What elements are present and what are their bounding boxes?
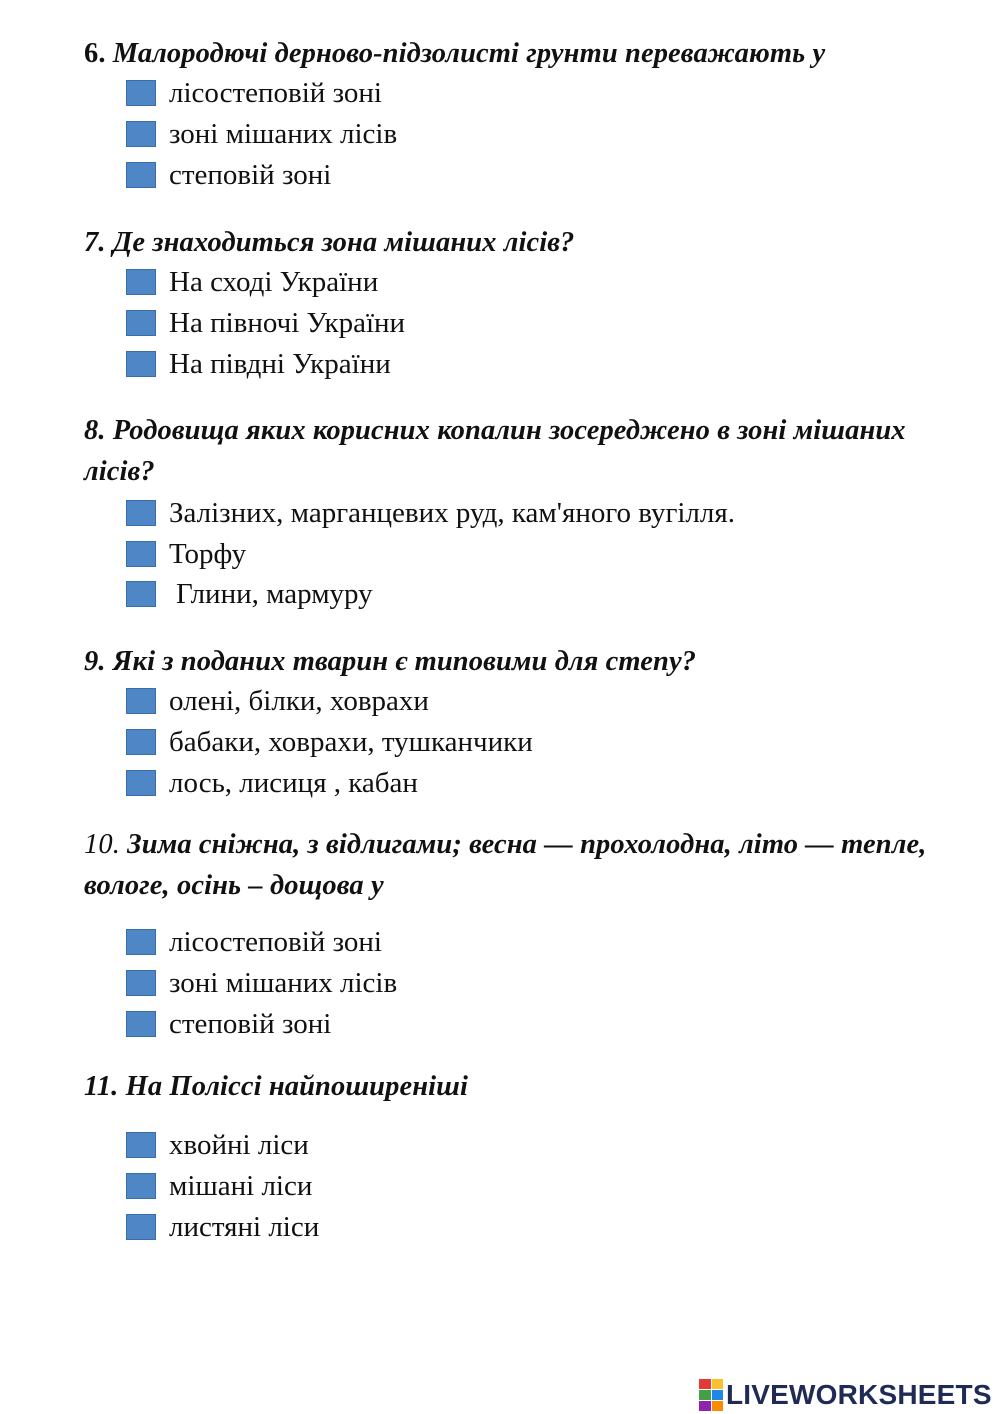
option-6-3[interactable] [126,158,331,192]
option-label: зоні мішаних лісів [169,117,398,150]
question-text: Де знаходиться зона мішаних лісів? [105,227,575,258]
option-label: Глини, мармуру [176,577,373,610]
question-6 [84,33,944,74]
option-label: хвойні ліси [169,1128,309,1161]
answer-checkbox[interactable] [126,269,156,295]
question-number: 10. [84,829,120,860]
option-8-2[interactable] [126,537,246,571]
answer-checkbox[interactable] [126,729,156,755]
logo-square [699,1379,711,1389]
option-8-3[interactable] [126,577,373,611]
question-number: 7. [84,227,106,258]
answer-checkbox[interactable] [126,1132,156,1158]
answer-checkbox[interactable] [126,121,156,147]
question-9 [84,641,944,682]
option-label: лісостеповій зоні [169,76,382,109]
option-label: На сході України [169,265,379,298]
option-7-2[interactable] [126,306,405,340]
option-8-1[interactable] [126,496,735,530]
option-label: бабаки, ховрахи, тушканчики [169,725,533,758]
option-6-2[interactable] [126,117,397,151]
answer-checkbox[interactable] [126,162,156,188]
answer-checkbox[interactable] [126,310,156,336]
liveworksheets-brand [699,1377,992,1413]
option-9-3[interactable] [126,766,418,800]
answer-checkbox[interactable] [126,581,156,607]
question-text: Родовища яких корисних копалин зосереджено в зоні мішаних лісів? [84,415,906,487]
answer-checkbox[interactable] [126,970,156,996]
answer-checkbox[interactable] [126,541,156,567]
logo-square [712,1401,724,1411]
question-number: 9. [84,646,106,677]
question-text: Малородючі дерново-підзолисті грунти переважають у [105,38,826,69]
question-text: На Поліссі найпоширеніші [118,1071,469,1102]
option-10-1[interactable] [126,925,382,959]
option-label: лось, лисиця , кабан [169,766,418,799]
option-7-3[interactable] [126,347,391,381]
option-label: листяні ліси [169,1210,320,1243]
option-label: степовій зоні [169,158,332,191]
answer-checkbox[interactable] [126,351,156,377]
option-11-3[interactable] [126,1210,319,1244]
option-label: Залізних, марганцевих руд, кам'яного вугілля. [169,496,735,529]
question-number: 6. [84,38,106,69]
option-9-2[interactable] [126,725,533,759]
option-label: На півночі України [169,306,406,339]
question-number: 11. [84,1071,119,1102]
option-9-1[interactable] [126,684,429,718]
logo-square [712,1379,724,1389]
option-label: степовій зоні [169,1007,332,1040]
logo-square [712,1390,724,1400]
question-10 [84,824,944,906]
answer-checkbox[interactable] [126,1173,156,1199]
option-10-2[interactable] [126,966,397,1000]
answer-checkbox[interactable] [126,688,156,714]
option-label: лісостеповій зоні [169,925,382,958]
question-7 [84,222,944,263]
brand-name: LIVEWORKSHEETS [726,1379,992,1410]
option-label: зоні мішаних лісів [169,966,398,999]
logo-square [699,1401,711,1411]
option-label: Торфу [169,537,247,570]
question-text: Зима сніжна, з відлигами; весна — прохолодна, літо — тепле, вологе, осінь – дощова у [84,829,927,901]
answer-checkbox[interactable] [126,770,156,796]
option-11-1[interactable] [126,1128,309,1162]
option-10-3[interactable] [126,1007,331,1041]
option-label: На півдні України [169,347,391,380]
option-11-2[interactable] [126,1169,312,1203]
option-label: мішані ліси [169,1169,313,1202]
question-text: Які з поданих тварин є типовими для степу? [105,646,697,677]
question-11 [84,1066,944,1107]
question-number: 8. [84,415,106,446]
logo-square [699,1390,711,1400]
option-6-1[interactable] [126,76,382,110]
option-7-1[interactable] [126,265,378,299]
liveworksheets-logo-icon [699,1379,723,1411]
answer-checkbox[interactable] [126,500,156,526]
answer-checkbox[interactable] [126,80,156,106]
answer-checkbox[interactable] [126,929,156,955]
answer-checkbox[interactable] [126,1214,156,1240]
answer-checkbox[interactable] [126,1011,156,1037]
question-8 [84,410,944,492]
option-label: олені, білки, ховрахи [169,684,429,717]
